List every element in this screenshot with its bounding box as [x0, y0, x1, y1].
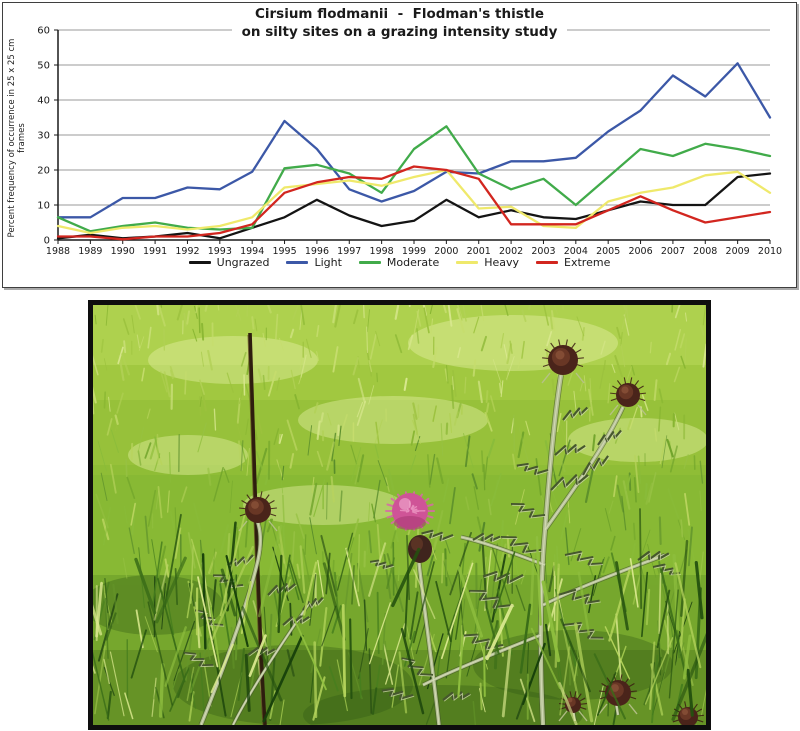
- y-axis-label: Percent frequency of occurrence in 25 x 25 cm frames: [7, 38, 27, 238]
- svg-text:2003: 2003: [531, 246, 556, 257]
- svg-text:20: 20: [37, 165, 50, 177]
- svg-text:1992: 1992: [175, 246, 200, 257]
- legend-label: Light: [314, 256, 342, 269]
- svg-text:1996: 1996: [304, 246, 330, 257]
- svg-text:1999: 1999: [401, 246, 427, 257]
- legend-item-extreme: [536, 256, 610, 269]
- chart-title-line1: Cirsium flodmanii - Flodman's thistle: [254, 6, 544, 22]
- legend-item-moderate: [359, 256, 439, 269]
- legend-item-light: [286, 256, 341, 269]
- chart-title-line2: on silty sites on a grazing intensity study: [241, 23, 558, 40]
- svg-text:2010: 2010: [757, 246, 783, 257]
- legend-label: Moderate: [386, 256, 440, 269]
- svg-text:1993: 1993: [207, 246, 232, 257]
- svg-text:1990: 1990: [110, 246, 135, 257]
- svg-text:1991: 1991: [142, 246, 168, 257]
- chart-panel: [2, 2, 797, 288]
- svg-text:1995: 1995: [272, 246, 297, 257]
- svg-text:50: 50: [37, 60, 50, 72]
- svg-text:1988: 1988: [45, 246, 71, 257]
- svg-text:2006: 2006: [628, 246, 653, 257]
- svg-text:10: 10: [37, 200, 50, 212]
- legend-item-ungrazed: [189, 256, 270, 269]
- svg-text:1997: 1997: [337, 246, 362, 257]
- legend-dash: [536, 261, 558, 264]
- svg-text:2008: 2008: [693, 246, 718, 257]
- legend-dash: [359, 261, 381, 264]
- svg-text:1998: 1998: [369, 246, 394, 257]
- svg-text:2002: 2002: [498, 246, 524, 257]
- legend-label: Heavy: [484, 256, 520, 269]
- svg-text:2000: 2000: [434, 246, 459, 257]
- svg-text:2001: 2001: [466, 246, 491, 257]
- line-chart: [3, 3, 796, 287]
- svg-text:0: 0: [43, 235, 50, 247]
- svg-text:1994: 1994: [240, 246, 265, 257]
- legend-item-heavy: [456, 256, 519, 269]
- svg-text:40: 40: [37, 95, 50, 107]
- svg-text:30: 30: [37, 130, 50, 142]
- svg-text:1989: 1989: [78, 246, 103, 257]
- thistle-field-photo: [88, 300, 711, 730]
- svg-text:2007: 2007: [660, 246, 686, 257]
- legend-dash: [456, 261, 478, 264]
- chart-legend: [3, 256, 796, 269]
- svg-text:60: 60: [37, 25, 50, 37]
- legend-dash: [189, 261, 211, 264]
- legend-label: Ungrazed: [216, 256, 270, 269]
- svg-text:2009: 2009: [725, 246, 750, 257]
- legend-label: Extreme: [564, 256, 611, 269]
- thistle-field-illustration: [93, 305, 706, 725]
- legend-dash: [286, 261, 308, 264]
- svg-text:2004: 2004: [563, 246, 588, 257]
- svg-text:2005: 2005: [596, 246, 621, 257]
